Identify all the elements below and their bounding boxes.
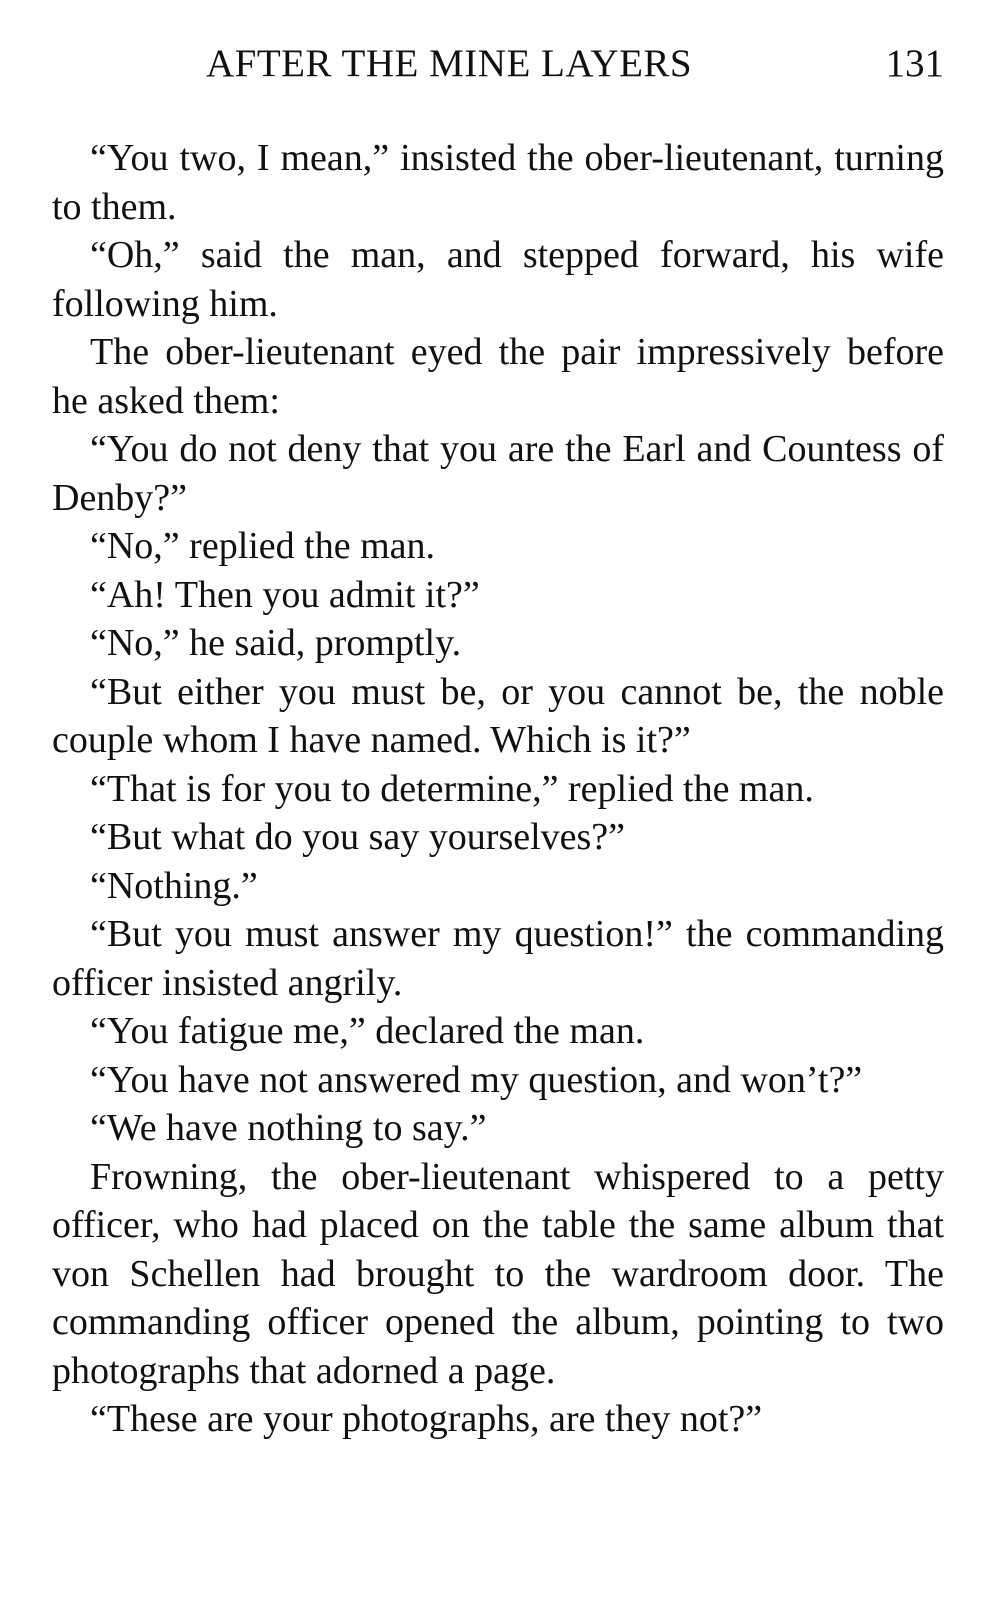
paragraph: Frowning, the ober-lieutenant whispered to a petty officer, who had placed on the table the same album that von Schellen had brought to the wardroom door. The commanding officer opened the album, pointing to two photographs that adorned a page. (52, 1155, 944, 1392)
paragraph: “We have nothing to say.” (90, 1107, 487, 1149)
page-number: 131 (885, 42, 944, 85)
running-head (52, 34, 944, 94)
paragraph: “You do not deny that you are the Earl and Countess of Denby?” (52, 428, 944, 519)
paragraph: “But you must answer my question!” the commanding officer insisted angrily. (52, 913, 944, 1004)
paragraph: “Nothing.” (90, 864, 258, 907)
paragraph: “You fatigue me,” declared the man. (90, 1010, 645, 1052)
paragraph: “Ah! Then you admit it?” (90, 573, 480, 616)
paragraph: “No,” replied the man. (90, 525, 436, 567)
paragraph: “That is for you to determine,” replied the man. (90, 767, 814, 810)
paragraph: “You have not answered my question, and won’t?” (90, 1058, 863, 1101)
paragraph: “Oh,” said the man, and stepped forward, his wife following him. (52, 234, 944, 325)
paragraph: “But either you must be, or you cannot be, the noble couple whom I have named. Which is it?” (52, 670, 944, 761)
paragraph: “You two, I mean,” insisted the ober-lieutenant, turning to them. (52, 137, 944, 228)
paragraph: “But what do you say yourselves?” (90, 816, 626, 858)
paragraph: “These are your photographs, are they not?” (90, 1398, 763, 1440)
body-text (52, 134, 944, 1444)
paragraph: The ober-lieutenant eyed the pair impressively before he asked them: (52, 331, 944, 422)
running-title: AFTER THE MINE LAYERS (206, 42, 693, 85)
paragraph: “No,” he said, promptly. (90, 622, 462, 664)
